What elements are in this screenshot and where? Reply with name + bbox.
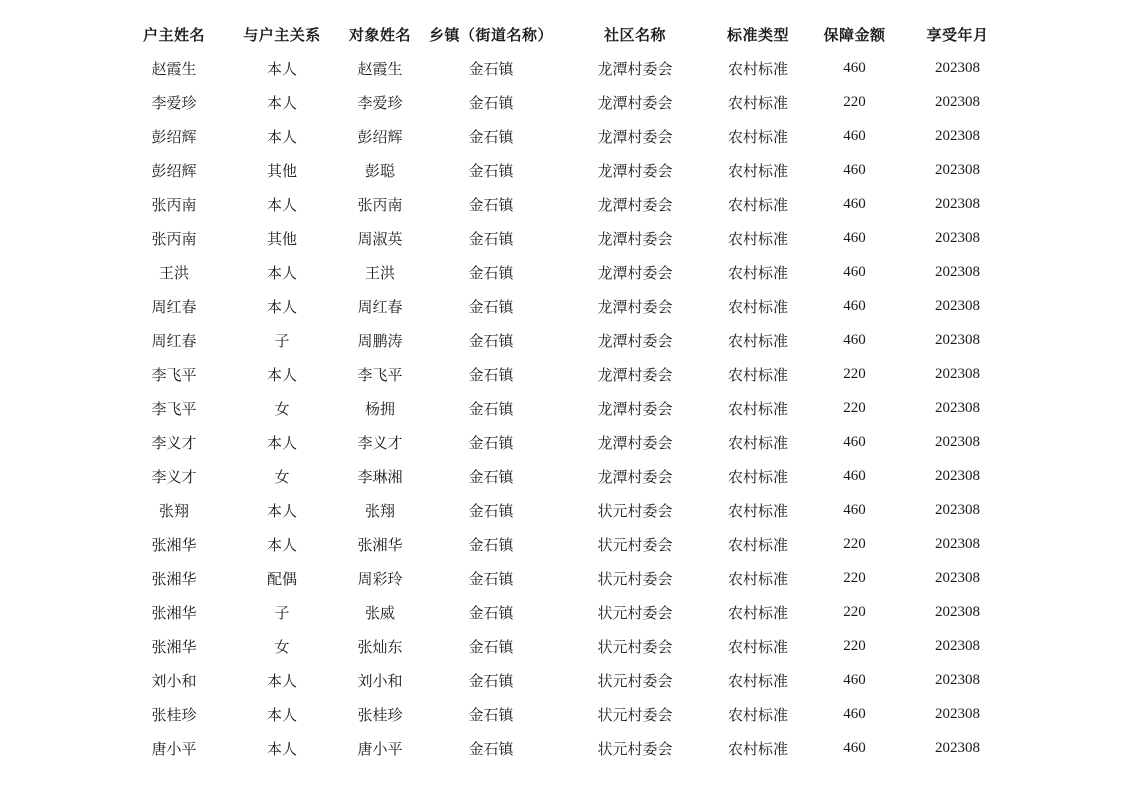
cell-month: 202308 [935,263,980,280]
cell-amount: 460 [843,739,866,756]
cell-amount: 460 [843,229,866,246]
cell-recipient-name: 李飞平 [357,365,403,384]
cell-standard-type: 农村标准 [727,59,788,78]
cell-community: 状元村委会 [597,535,673,554]
cell-month: 202308 [935,195,980,212]
cell-household-head: 彭绍辉 [151,127,197,146]
cell-amount: 220 [843,93,866,110]
cell-month: 202308 [935,93,980,110]
cell-relation: 本人 [266,59,297,78]
cell-month: 202308 [935,569,980,586]
table-row [118,119,1008,153]
header-standard-type: 标准类型 [726,25,789,44]
cell-relation: 本人 [266,365,297,384]
cell-amount: 460 [843,501,866,518]
cell-township: 金石镇 [468,569,514,588]
header-month: 享受年月 [926,25,989,44]
cell-relation: 其他 [266,161,297,180]
cell-township: 金石镇 [468,535,514,554]
cell-household-head: 周红春 [151,297,197,316]
cell-month: 202308 [935,229,980,246]
cell-household-head: 张丙南 [151,229,197,248]
header-household-head: 户主姓名 [142,25,205,44]
table-header [118,17,1008,51]
cell-household-head: 李飞平 [151,399,197,418]
table-row [118,459,1008,493]
cell-township: 金石镇 [468,127,514,146]
cell-township: 金石镇 [468,739,514,758]
cell-relation: 女 [274,467,290,486]
cell-recipient-name: 李义才 [357,433,403,452]
cell-township: 金石镇 [468,331,514,350]
cell-community: 龙潭村委会 [597,297,673,316]
cell-recipient-name: 李爱珍 [357,93,403,112]
cell-township: 金石镇 [468,59,514,78]
cell-month: 202308 [935,297,980,314]
table-row [118,289,1008,323]
cell-community: 龙潭村委会 [597,127,673,146]
cell-relation: 子 [274,331,290,350]
table-row [118,595,1008,629]
cell-household-head: 刘小和 [151,671,197,690]
cell-recipient-name: 张丙南 [357,195,403,214]
cell-township: 金石镇 [468,671,514,690]
cell-standard-type: 农村标准 [727,569,788,588]
cell-recipient-name: 张灿东 [357,637,403,656]
cell-relation: 本人 [266,535,297,554]
cell-standard-type: 农村标准 [727,263,788,282]
table-row [118,357,1008,391]
cell-relation: 本人 [266,739,297,758]
header-amount: 保障金额 [823,25,886,44]
cell-relation: 其他 [266,229,297,248]
cell-township: 金石镇 [468,603,514,622]
table-row [118,153,1008,187]
cell-community: 龙潭村委会 [597,365,673,384]
header-township: 乡镇（街道名称） [428,25,553,44]
cell-month: 202308 [935,59,980,76]
cell-standard-type: 农村标准 [727,161,788,180]
cell-household-head: 张湘华 [151,603,197,622]
cell-township: 金石镇 [468,501,514,520]
cell-month: 202308 [935,161,980,178]
cell-recipient-name: 周红春 [357,297,403,316]
cell-township: 金石镇 [468,195,514,214]
cell-household-head: 张翔 [158,501,189,520]
header-community: 社区名称 [603,25,666,44]
cell-month: 202308 [935,637,980,654]
cell-relation: 配偶 [266,569,297,588]
cell-community: 状元村委会 [597,739,673,758]
cell-recipient-name: 刘小和 [357,671,403,690]
cell-recipient-name: 李琳湘 [357,467,403,486]
cell-household-head: 张湘华 [151,637,197,656]
cell-standard-type: 农村标准 [727,365,788,384]
cell-township: 金石镇 [468,399,514,418]
cell-community: 龙潭村委会 [597,433,673,452]
cell-township: 金石镇 [468,229,514,248]
cell-recipient-name: 张翔 [364,501,395,520]
cell-household-head: 彭绍辉 [151,161,197,180]
cell-month: 202308 [935,331,980,348]
cell-recipient-name: 张湘华 [357,535,403,554]
cell-standard-type: 农村标准 [727,501,788,520]
cell-household-head: 赵霞生 [151,59,197,78]
cell-recipient-name: 唐小平 [357,739,403,758]
cell-household-head: 李飞平 [151,365,197,384]
cell-amount: 460 [843,467,866,484]
cell-community: 龙潭村委会 [597,195,673,214]
cell-household-head: 唐小平 [151,739,197,758]
cell-community: 状元村委会 [597,671,673,690]
cell-township: 金石镇 [468,467,514,486]
cell-recipient-name: 周彩玲 [357,569,403,588]
cell-relation: 本人 [266,671,297,690]
cell-amount: 460 [843,59,866,76]
cell-household-head: 张丙南 [151,195,197,214]
cell-month: 202308 [935,433,980,450]
cell-amount: 220 [843,365,866,382]
cell-amount: 460 [843,705,866,722]
cell-amount: 460 [843,127,866,144]
cell-recipient-name: 张桂珍 [357,705,403,724]
table-row [118,663,1008,697]
table-row [118,187,1008,221]
cell-standard-type: 农村标准 [727,93,788,112]
cell-amount: 220 [843,535,866,552]
cell-township: 金石镇 [468,297,514,316]
cell-relation: 本人 [266,501,297,520]
cell-amount: 460 [843,161,866,178]
cell-standard-type: 农村标准 [727,467,788,486]
table-row [118,629,1008,663]
cell-household-head: 李义才 [151,433,197,452]
cell-month: 202308 [935,501,980,518]
table-row [118,527,1008,561]
cell-standard-type: 农村标准 [727,331,788,350]
cell-month: 202308 [935,399,980,416]
cell-household-head: 张湘华 [151,569,197,588]
cell-township: 金石镇 [468,263,514,282]
cell-recipient-name: 周鹏涛 [357,331,403,350]
cell-household-head: 周红春 [151,331,197,350]
cell-relation: 子 [274,603,290,622]
cell-month: 202308 [935,705,980,722]
cell-township: 金石镇 [468,365,514,384]
cell-month: 202308 [935,671,980,688]
cell-amount: 460 [843,433,866,450]
cell-township: 金石镇 [468,705,514,724]
cell-amount: 460 [843,263,866,280]
cell-community: 状元村委会 [597,705,673,724]
cell-recipient-name: 张威 [364,603,395,622]
cell-community: 龙潭村委会 [597,263,673,282]
cell-recipient-name: 王洪 [364,263,395,282]
table-row [118,323,1008,357]
table-row [118,425,1008,459]
cell-township: 金石镇 [468,637,514,656]
cell-community: 龙潭村委会 [597,399,673,418]
cell-standard-type: 农村标准 [727,637,788,656]
cell-community: 龙潭村委会 [597,331,673,350]
table-row [118,85,1008,119]
cell-month: 202308 [935,365,980,382]
cell-standard-type: 农村标准 [727,535,788,554]
cell-standard-type: 农村标准 [727,603,788,622]
cell-relation: 女 [274,637,290,656]
cell-community: 龙潭村委会 [597,229,673,248]
cell-relation: 本人 [266,127,297,146]
cell-standard-type: 农村标准 [727,705,788,724]
cell-recipient-name: 周淑英 [357,229,403,248]
cell-community: 龙潭村委会 [597,93,673,112]
header-recipient-name: 对象姓名 [348,25,411,44]
cell-amount: 460 [843,297,866,314]
cell-community: 龙潭村委会 [597,467,673,486]
cell-relation: 女 [274,399,290,418]
cell-relation: 本人 [266,433,297,452]
cell-recipient-name: 彭聪 [364,161,395,180]
cell-household-head: 张桂珍 [151,705,197,724]
table-row [118,493,1008,527]
cell-community: 龙潭村委会 [597,59,673,78]
cell-standard-type: 农村标准 [727,433,788,452]
cell-amount: 220 [843,569,866,586]
cell-household-head: 王洪 [158,263,189,282]
cell-relation: 本人 [266,195,297,214]
cell-recipient-name: 杨拥 [364,399,395,418]
cell-community: 状元村委会 [597,501,673,520]
cell-township: 金石镇 [468,161,514,180]
cell-month: 202308 [935,739,980,756]
benefit-roster-table [118,17,1008,765]
cell-standard-type: 农村标准 [727,399,788,418]
cell-month: 202308 [935,603,980,620]
table-row [118,731,1008,765]
table-row [118,561,1008,595]
cell-amount: 460 [843,671,866,688]
table-body [118,51,1008,765]
cell-community: 龙潭村委会 [597,161,673,180]
cell-standard-type: 农村标准 [727,297,788,316]
cell-township: 金石镇 [468,93,514,112]
cell-standard-type: 农村标准 [727,671,788,690]
table-row [118,391,1008,425]
cell-recipient-name: 彭绍辉 [357,127,403,146]
cell-relation: 本人 [266,263,297,282]
cell-standard-type: 农村标准 [727,739,788,758]
cell-community: 状元村委会 [597,569,673,588]
cell-recipient-name: 赵霞生 [357,59,403,78]
table-row [118,221,1008,255]
header-row [118,17,1008,51]
cell-township: 金石镇 [468,433,514,452]
cell-standard-type: 农村标准 [727,229,788,248]
cell-household-head: 张湘华 [151,535,197,554]
cell-relation: 本人 [266,705,297,724]
cell-standard-type: 农村标准 [727,127,788,146]
cell-amount: 220 [843,603,866,620]
cell-amount: 460 [843,331,866,348]
cell-community: 状元村委会 [597,603,673,622]
cell-month: 202308 [935,127,980,144]
cell-household-head: 李义才 [151,467,197,486]
cell-standard-type: 农村标准 [727,195,788,214]
cell-month: 202308 [935,467,980,484]
cell-amount: 460 [843,195,866,212]
header-relation: 与户主关系 [243,25,321,44]
cell-relation: 本人 [266,93,297,112]
cell-community: 状元村委会 [597,637,673,656]
cell-month: 202308 [935,535,980,552]
cell-relation: 本人 [266,297,297,316]
table-row [118,697,1008,731]
cell-amount: 220 [843,637,866,654]
table-row [118,51,1008,85]
table-row [118,255,1008,289]
cell-amount: 220 [843,399,866,416]
cell-household-head: 李爱珍 [151,93,197,112]
